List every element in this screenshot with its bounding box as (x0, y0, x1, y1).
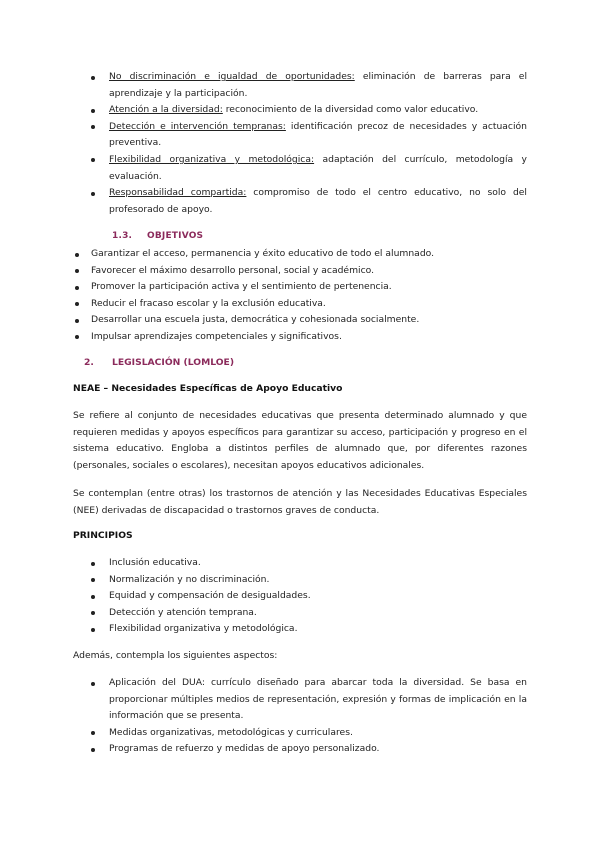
list-item: Aplicación del DUA: currículo diseñado para abarcar toda la diversidad. Se basa en proporcionar múltiples medios de representación, expresión y formas de implicación en la información que se presenta. (73, 675, 527, 725)
list-item (73, 102, 527, 119)
legislacion-heading (84, 357, 538, 368)
list-item (73, 119, 527, 152)
principle-term: Responsabilidad compartida: (109, 187, 247, 199)
list-item: Favorecer el máximo desarrollo personal, social y académico. (73, 263, 527, 280)
principle-desc: compromiso de todo el centro educativo, no solo del profesorado de apoyo. (109, 187, 527, 215)
section-number: 2. (84, 357, 94, 368)
list-item: Inclusión educativa. (73, 555, 527, 572)
section-title: LEGISLACIÓN (LOMLOE) (112, 357, 235, 368)
principios-list (73, 555, 527, 638)
principles-list (73, 69, 527, 218)
principios-title: PRINCIPIOS (73, 530, 133, 541)
principle-desc: eliminación de barreras para el aprendizaje y la participación. (109, 71, 527, 99)
neae-paragraph-2: Se contemplan (entre otras) los trastornos de atención y las Necesidades Educativas Especiales (NEE) derivadas de discapacidad o trastornos graves de conducta. (73, 488, 527, 516)
section-number: 1.3. (112, 231, 133, 241)
list-item: Promover la participación activa y el sentimiento de pertenencia. (73, 279, 527, 296)
list-item: Normalización y no discriminación. (73, 572, 527, 589)
neae-title: NEAE – Necesidades Específicas de Apoyo Educativo (73, 383, 343, 394)
list-item: Flexibilidad organizativa y metodológica. (73, 621, 527, 638)
principle-term: Atención a la diversidad: (109, 104, 223, 116)
objetivos-list (73, 246, 527, 346)
list-item: Equidad y compensación de desigualdades. (73, 588, 527, 605)
list-item: Programas de refuerzo y medidas de apoyo personalizado. (73, 741, 527, 758)
list-item (73, 69, 527, 102)
list-item: Medidas organizativas, metodológicas y curriculares. (73, 725, 527, 742)
principle-desc: adaptación del currículo, metodología y evaluación. (109, 153, 527, 182)
principle-term: No discriminación e igualdad de oportunidades: (109, 71, 355, 82)
list-item: Reducir el fracaso escolar y la exclusión educativa. (73, 296, 527, 313)
aspectos-list (73, 675, 527, 758)
list-item: Detección y atención temprana. (73, 605, 527, 622)
principle-term: Flexibilidad organizativa y metodológica: (109, 153, 315, 165)
principle-desc: reconocimiento de la diversidad como valor educativo. (222, 104, 479, 116)
principle-desc: identificación precoz de necesidades y actuación preventiva. (109, 120, 527, 149)
list-item (73, 185, 527, 218)
objetivos-heading (112, 231, 512, 241)
list-item (73, 152, 527, 185)
list-item: Desarrollar una escuela justa, democrática y cohesionada socialmente. (73, 312, 527, 329)
list-item: Impulsar aprendizajes competenciales y significativos. (73, 329, 527, 346)
aspectos-intro: Además, contempla los siguientes aspectos: (73, 650, 278, 661)
principle-term: Detección e intervención tempranas: (109, 120, 286, 132)
list-item: Garantizar el acceso, permanencia y éxito educativo de todo el alumnado. (73, 246, 527, 263)
neae-paragraph-1: Se refiere al conjunto de necesidades educativas que presenta determinado alumnado y que requieren medidas y apoyos específicos para garantizar su acceso, participación y progreso en el sistema educativo. Engloba a distintos perfiles de alumnado que, por diferentes razones (personales, sociales o escolares), necesitan apoyos educativos adicionales. (73, 410, 527, 471)
section-title: OBJETIVOS (147, 231, 204, 241)
